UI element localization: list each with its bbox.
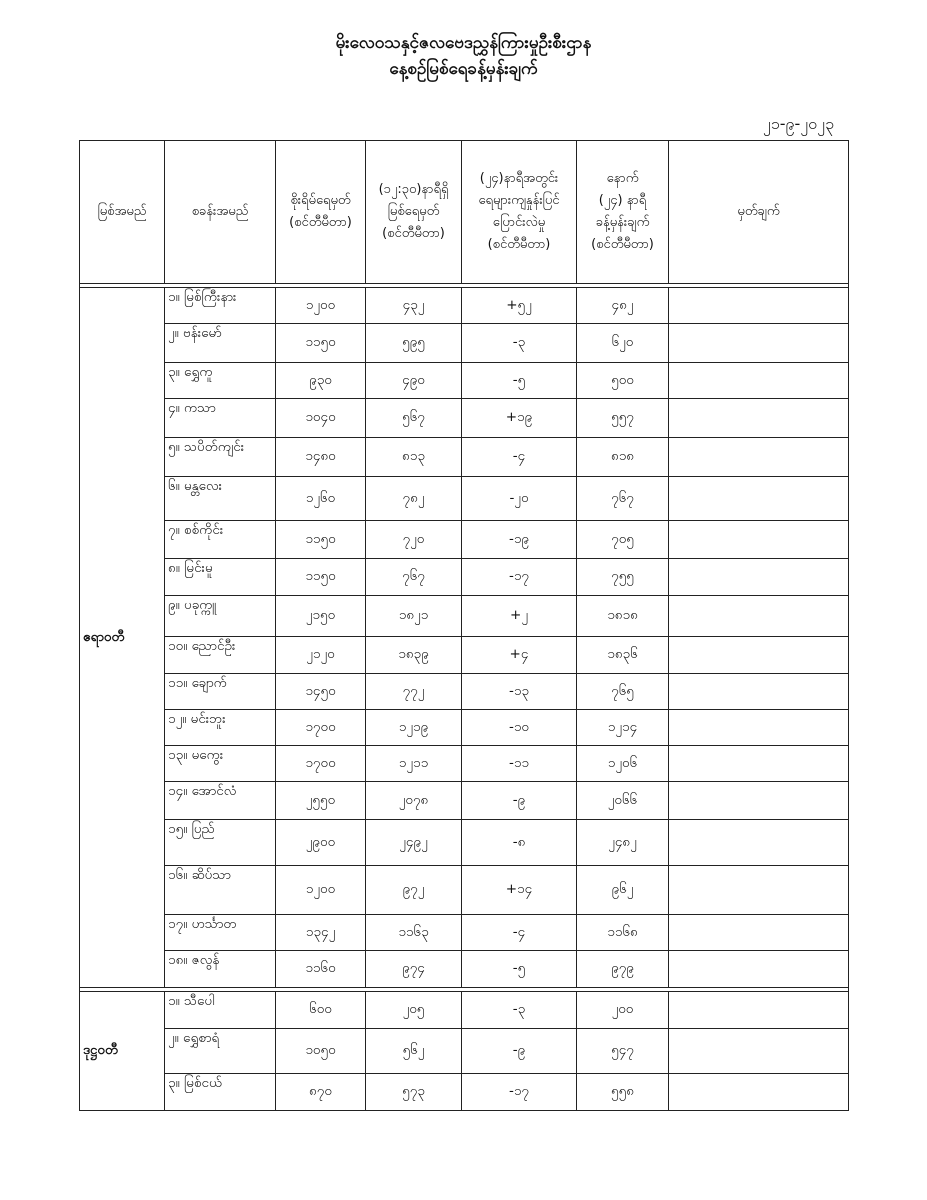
- station-name-cell: ၁၁။ ချောက်: [165, 674, 276, 710]
- level-change-cell: -၃: [462, 992, 577, 1029]
- current-level-cell: ၉၇၄: [366, 951, 462, 988]
- header-danger-level: စိုးရိမ်ရေမှတ် (စင်တီမီတာ): [276, 141, 366, 284]
- header-station-name: စခန်းအမည်: [165, 141, 276, 284]
- table-row: [80, 674, 849, 710]
- danger-level-cell: ၁၁၅၀: [276, 521, 366, 559]
- station-name-cell: ၁၀။ ညောင်ဦး: [165, 637, 276, 674]
- table-row: [80, 992, 849, 1029]
- table-row: [80, 1029, 849, 1074]
- table-row: [80, 951, 849, 988]
- station-name-cell: ၃။ ရွှေကူ: [165, 363, 276, 399]
- header-forecast: နောက် (၂၄) နာရီ ခန့်မှန်းချက် (စင်တီမီတာ): [577, 141, 669, 284]
- table-row: [80, 363, 849, 399]
- remark-cell: [669, 521, 849, 559]
- table-body: [80, 284, 849, 1111]
- level-change-cell: -၁၀: [462, 710, 577, 746]
- station-name-cell: ၅။ သပိတ်ကျင်း: [165, 438, 276, 477]
- remark-cell: [669, 674, 849, 710]
- station-name-cell: ၁။ သီပေါ: [165, 992, 276, 1029]
- table-row: [80, 710, 849, 746]
- remark-cell: [669, 782, 849, 820]
- forecast-level-cell: ၁၈၃၆: [577, 637, 669, 674]
- level-change-cell: -၁၁: [462, 746, 577, 782]
- header-river-name: မြစ်အမည်: [80, 141, 165, 284]
- forecast-level-cell: ၅၀၀: [577, 363, 669, 399]
- remark-cell: [669, 951, 849, 988]
- forecast-level-cell: ၇၅၅: [577, 559, 669, 596]
- level-change-cell: -၁၇: [462, 559, 577, 596]
- forecast-level-cell: ၇၆၇: [577, 477, 669, 521]
- station-name-cell: ၁၄။ အောင်လံ: [165, 782, 276, 820]
- danger-level-cell: ၁၃၄၂: [276, 915, 366, 951]
- current-level-cell: ၅၆၇: [366, 399, 462, 438]
- document-header: [0, 30, 927, 82]
- forecast-level-cell: ၇၀၅: [577, 521, 669, 559]
- remark-cell: [669, 559, 849, 596]
- forecast-level-cell: ၅၅၈: [577, 1074, 669, 1111]
- current-level-cell: ၁၈၂၁: [366, 596, 462, 637]
- table-row: [80, 477, 849, 521]
- table-row: [80, 915, 849, 951]
- level-change-cell: -၁၇: [462, 1074, 577, 1111]
- remark-cell: [669, 710, 849, 746]
- table-row: [80, 324, 849, 363]
- current-level-cell: ၁၂၁၉: [366, 710, 462, 746]
- remark-cell: [669, 288, 849, 324]
- remark-cell: [669, 637, 849, 674]
- forecast-level-cell: ၁၁၆၈: [577, 915, 669, 951]
- level-change-cell: -၅: [462, 951, 577, 988]
- remark-cell: [669, 438, 849, 477]
- station-name-cell: ၁၆။ ဆိပ်သာ: [165, 866, 276, 915]
- level-change-cell: -၁၉: [462, 521, 577, 559]
- current-level-cell: ၂၀၅: [366, 992, 462, 1029]
- danger-level-cell: ၆၀၀: [276, 992, 366, 1029]
- forecast-level-cell: ၁၂၀၆: [577, 746, 669, 782]
- danger-level-cell: ၁၂၆၀: [276, 477, 366, 521]
- danger-level-cell: ၂၁၂၀: [276, 637, 366, 674]
- current-level-cell: ၄၉၀: [366, 363, 462, 399]
- header-current-level: (၁၂:၃၀)နာရီရှိ မြစ်ရေမှတ် (စင်တီမီတာ): [366, 141, 462, 284]
- danger-level-cell: ၁၁၅၀: [276, 324, 366, 363]
- remark-cell: [669, 324, 849, 363]
- forecast-level-cell: ၅၄၇: [577, 1029, 669, 1074]
- department-title: မိုးလေဝသနှင့်ဇလဗေဒညွှန်ကြားမှုဦးစီးဌာန: [335, 33, 592, 53]
- danger-level-cell: ၁၀၄၀: [276, 399, 366, 438]
- danger-level-cell: ၁၂၀၀: [276, 866, 366, 915]
- remark-cell: [669, 915, 849, 951]
- forecast-level-cell: ၉၆၂: [577, 866, 669, 915]
- remark-cell: [669, 399, 849, 438]
- report-date: ၂၁-၉-၂၀၂၃: [762, 114, 834, 133]
- current-level-cell: ၅၆၂: [366, 1029, 462, 1074]
- level-change-cell: -၅: [462, 363, 577, 399]
- station-name-cell: ၆။ မန္တလေး: [165, 477, 276, 521]
- station-name-cell: ၈။ မြင်းမူ: [165, 559, 276, 596]
- danger-level-cell: ၁၂၀၀: [276, 288, 366, 324]
- level-change-cell: +၄: [462, 637, 577, 674]
- remark-cell: [669, 477, 849, 521]
- table-row: [80, 399, 849, 438]
- forecast-level-cell: ၄၈၂: [577, 288, 669, 324]
- forecast-level-cell: ၆၂၀: [577, 324, 669, 363]
- remark-cell: [669, 1074, 849, 1111]
- station-name-cell: ၇။ စစ်ကိုင်း: [165, 521, 276, 559]
- forecast-level-cell: ၂၀၆၆: [577, 782, 669, 820]
- level-change-cell: -၄: [462, 438, 577, 477]
- level-change-cell: -၉: [462, 1029, 577, 1074]
- level-change-cell: -၈: [462, 820, 577, 866]
- station-name-cell: ၁။ မြစ်ကြီးနား: [165, 288, 276, 324]
- danger-level-cell: ၉၃၀: [276, 363, 366, 399]
- current-level-cell: ၂၀၇၈: [366, 782, 462, 820]
- station-name-cell: ၂။ ရွှေစာရံ: [165, 1029, 276, 1074]
- current-level-cell: ၂၄၉၂: [366, 820, 462, 866]
- level-change-cell: +၁၄: [462, 866, 577, 915]
- current-level-cell: ၄၃၂: [366, 288, 462, 324]
- forecast-level-cell: ၁၈၁၈: [577, 596, 669, 637]
- station-name-cell: ၄။ ကသာ: [165, 399, 276, 438]
- remark-cell: [669, 992, 849, 1029]
- table-row: [80, 288, 849, 324]
- table-row: [80, 438, 849, 477]
- station-name-cell: ၁၈။ ဇလွန်: [165, 951, 276, 988]
- level-change-cell: -၉: [462, 782, 577, 820]
- station-name-cell: ၂။ ဗန်းမော်: [165, 324, 276, 363]
- forecast-level-cell: ၈၁၈: [577, 438, 669, 477]
- table-header-row: [80, 141, 849, 284]
- danger-level-cell: ၁၇၀၀: [276, 710, 366, 746]
- forecast-level-cell: ၂၀၀: [577, 992, 669, 1029]
- level-change-cell: +၅၂: [462, 288, 577, 324]
- table-row: [80, 820, 849, 866]
- forecast-level-cell: ၇၆၅: [577, 674, 669, 710]
- station-name-cell: ၁၃။ မကွေး: [165, 746, 276, 782]
- current-level-cell: ၁၈၃၉: [366, 637, 462, 674]
- danger-level-cell: ၁၄၈၀: [276, 438, 366, 477]
- station-name-cell: ၃။ မြစ်ငယ်: [165, 1074, 276, 1111]
- table-row: [80, 746, 849, 782]
- header-remarks: မှတ်ချက်: [669, 141, 849, 284]
- danger-level-cell: ၂၁၅၀: [276, 596, 366, 637]
- level-change-cell: -၁၃: [462, 674, 577, 710]
- station-name-cell: ၁၂။ မင်းဘူး: [165, 710, 276, 746]
- station-name-cell: ၁၅။ ပြည်: [165, 820, 276, 866]
- forecast-level-cell: ၂၄၈၂: [577, 820, 669, 866]
- danger-level-cell: ၈၇၀: [276, 1074, 366, 1111]
- remark-cell: [669, 746, 849, 782]
- remark-cell: [669, 866, 849, 915]
- danger-level-cell: ၁၀၅၀: [276, 1029, 366, 1074]
- table-row: [80, 1074, 849, 1111]
- table-row: [80, 637, 849, 674]
- current-level-cell: ၁၁၆၃: [366, 915, 462, 951]
- current-level-cell: ၁၂၁၁: [366, 746, 462, 782]
- station-name-cell: ၁၇။ ဟင်္သာတ: [165, 915, 276, 951]
- danger-level-cell: ၂၉၀၀: [276, 820, 366, 866]
- table-row: [80, 866, 849, 915]
- remark-cell: [669, 363, 849, 399]
- level-change-cell: -၂၀: [462, 477, 577, 521]
- river-level-table: [79, 140, 849, 1111]
- level-change-cell: -၄: [462, 915, 577, 951]
- remark-cell: [669, 596, 849, 637]
- current-level-cell: ၇၇၂: [366, 674, 462, 710]
- current-level-cell: ၈၁၃: [366, 438, 462, 477]
- forecast-level-cell: ၁၂၁၄: [577, 710, 669, 746]
- river-name-cell: ဒုဋ္ဌဝတီ: [80, 992, 165, 1111]
- station-name-cell: ၉။ ပခုက္ကူ: [165, 596, 276, 637]
- remark-cell: [669, 1029, 849, 1074]
- table-row: [80, 521, 849, 559]
- table-row: [80, 596, 849, 637]
- level-change-cell: +၂: [462, 596, 577, 637]
- level-change-cell: -၃: [462, 324, 577, 363]
- danger-level-cell: ၁၄၅၀: [276, 674, 366, 710]
- level-change-cell: +၁၉: [462, 399, 577, 438]
- report-subtitle: နေ့စဉ်မြစ်ရေခန့်မှန်းချက်: [389, 59, 538, 79]
- current-level-cell: ၇၈၂: [366, 477, 462, 521]
- danger-level-cell: ၁၇၀၀: [276, 746, 366, 782]
- danger-level-cell: ၁၁၅၀: [276, 559, 366, 596]
- current-level-cell: ၇၆၇: [366, 559, 462, 596]
- forecast-level-cell: ၅၅၇: [577, 399, 669, 438]
- current-level-cell: ၅၉၅: [366, 324, 462, 363]
- current-level-cell: ၅၇၃: [366, 1074, 462, 1111]
- current-level-cell: ၉၇၂: [366, 866, 462, 915]
- forecast-level-cell: ၉၇၉: [577, 951, 669, 988]
- danger-level-cell: ၂၅၅၀: [276, 782, 366, 820]
- table-row: [80, 559, 849, 596]
- river-name-cell: ဧရာဝတီ: [80, 288, 165, 988]
- danger-level-cell: ၁၁၆၀: [276, 951, 366, 988]
- current-level-cell: ၇၂၀: [366, 521, 462, 559]
- table-row: [80, 782, 849, 820]
- remark-cell: [669, 820, 849, 866]
- header-24h-change: (၂၄)နာရီအတွင်း ရေများကျနှုန်းပြင် ပြောင်းလဲမှု (စင်တီမီတာ): [462, 141, 577, 284]
